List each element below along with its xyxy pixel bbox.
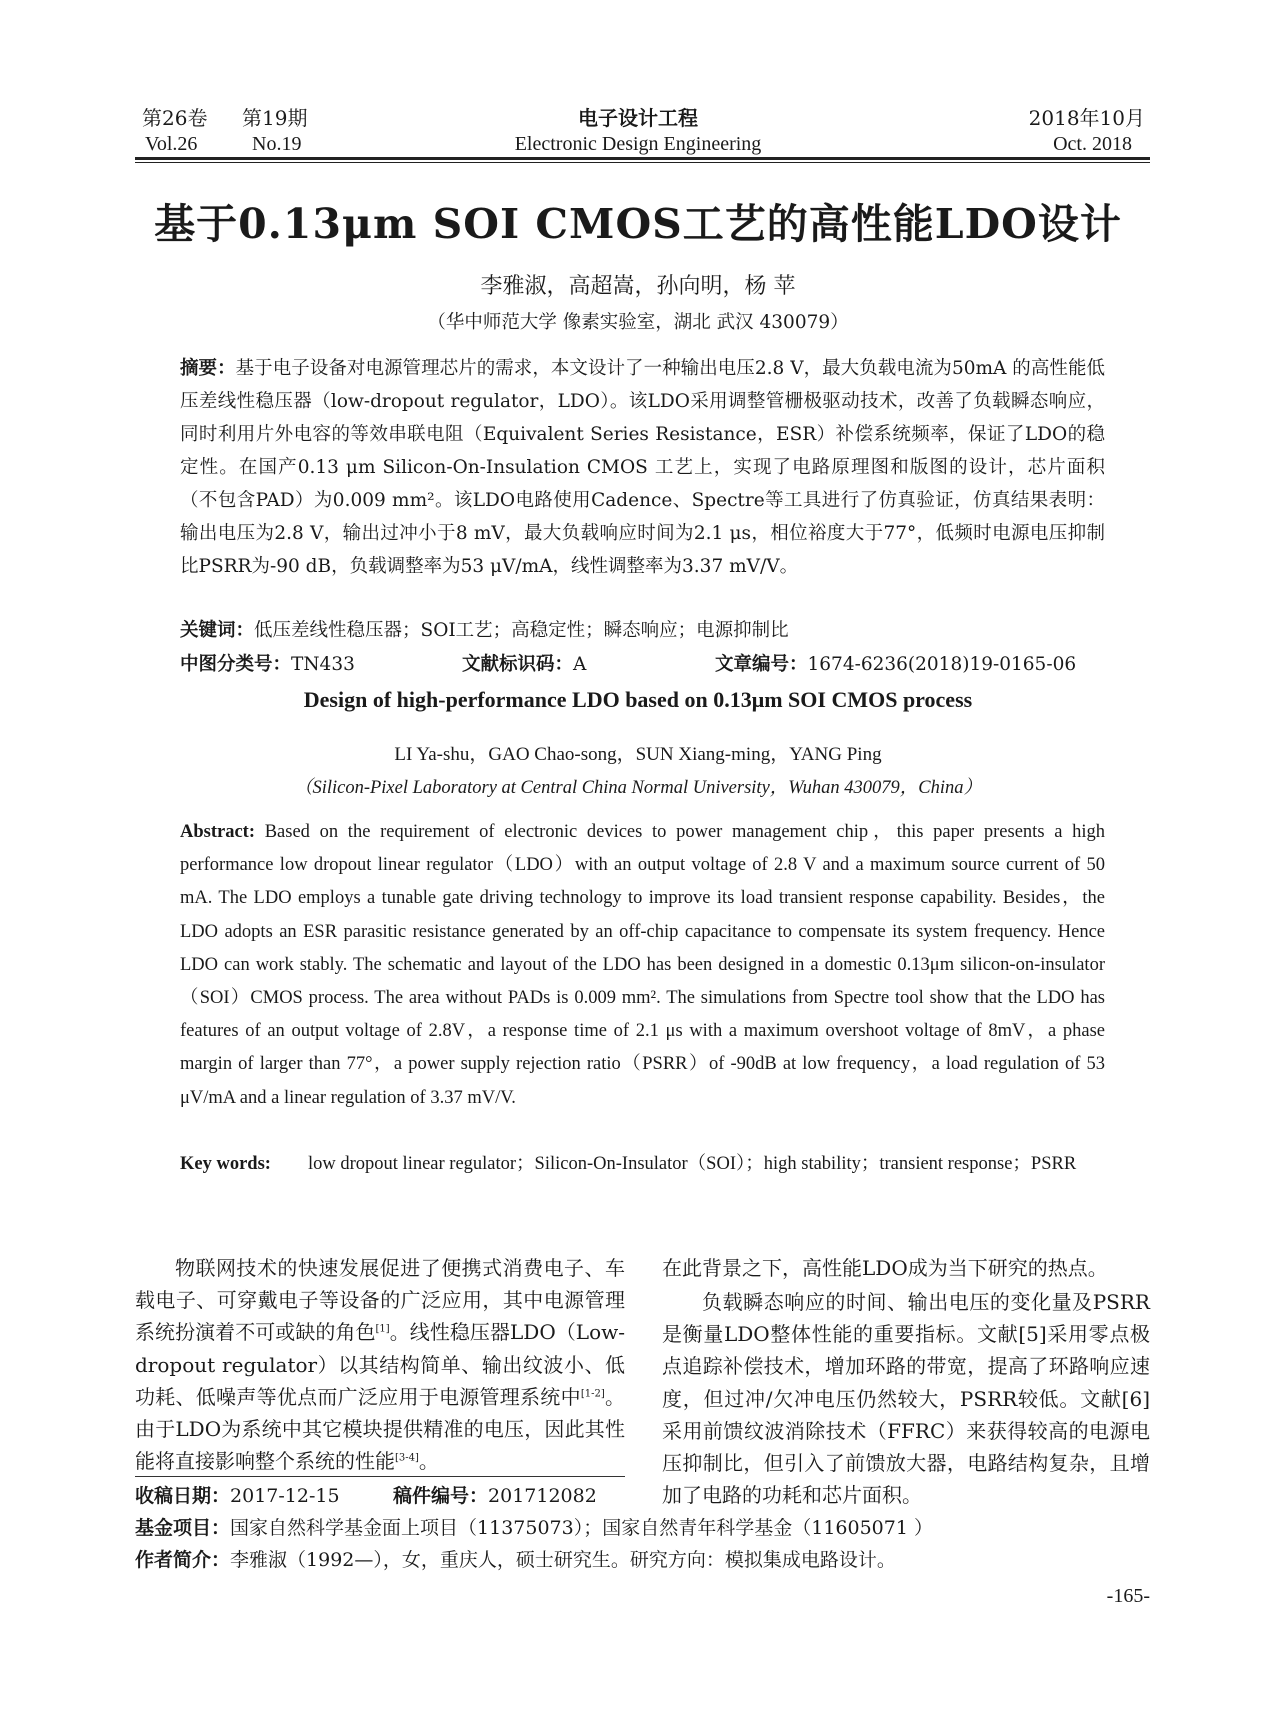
- bio-value: 李雅淑（1992—），女，重庆人，硕士研究生。研究方向：模拟集成电路设计。: [230, 1549, 896, 1571]
- page-number: -165-: [1106, 1585, 1150, 1607]
- body-right-paragraph-1: 在此背景之下，高性能LDO成为当下研究的热点。: [662, 1256, 1108, 1280]
- received-value: 2017-12-15: [230, 1485, 340, 1507]
- header-issue-en: No.19: [252, 133, 302, 155]
- body-left-paragraph: [135, 1252, 625, 1477]
- keywords-cn-text: 低压差线性稳压器；SOI工艺；高稳定性；瞬态响应；电源抑制比: [254, 620, 789, 641]
- abstract-en-text: Based on the requirement of electronic devices to power management chip，this paper presents a high performance low dropout linear regulator（LDO）with an output voltage of 2.8 V and a maximum source current of 50 mA. The LDO employs a tunable gate driving technology to improve its load transient response capability. Besides，the LDO adopts an ESR parasitic resistance generated by an off-chip capacitance to compensate its system frequency. Hence LDO can work stably. The schematic and layout of the LDO has been designed in a domestic 0.13μm silicon-on-insulator（SOI）CMOS process. The area without PADs is 0.009 mm². The simulations from Spectre tool show that the LDO has features of an output voltage of 2.8V，a response time of 2.1 μs with a maximum overshoot voltage of 8mV，a phase margin of larger than 77°，a power supply rejection ratio（PSRR）of -90dB at low frequency，a load regulation of 53 μV/mA and a linear regulation of 3.37 mV/V.: [180, 822, 1106, 1108]
- header-date-en: Oct. 2018: [1053, 133, 1132, 155]
- body-right-paragraph-2: 负载瞬态响应的时间、输出电压的变化量及PSRR是衡量LDO整体性能的重要指标。文献[5]采用零点极点追踪补偿技术，增加环路的带宽，提高了环路响应速度，但过冲/欠冲电压仍然较大，PSRR较低。文献[6]采用前馈纹波消除技术（FFRC）来获得较高的电源电压抑制比，但引入了前馈放大器，电路结构复杂，且增加了电路的功耗和芯片面积。: [662, 1290, 1150, 1508]
- keywords-cn: [180, 614, 1105, 647]
- fund-value: 国家自然科学基金面上项目（11375073）；国家自然青年科学基金（11605071 ）: [230, 1517, 933, 1539]
- affiliation-en: （Silicon-Pixel Laboratory at Central China Normal University，Wuhan 430079，China）: [293, 778, 983, 798]
- received-label: 收稿日期：: [135, 1485, 231, 1507]
- footnote-rule: [135, 1476, 625, 1477]
- keywords-en-label: Key words:: [180, 1154, 271, 1174]
- header-volume-en: Vol.26: [145, 133, 198, 155]
- abstract-en: [180, 816, 1105, 1115]
- citation-3-4: [3-4]: [395, 1452, 419, 1464]
- bio-label: 作者简介：: [135, 1549, 231, 1571]
- paper-title: 基于0.13μm SOI CMOS工艺的高性能LDO设计: [154, 200, 1122, 248]
- header-rule-thick: [135, 157, 1150, 160]
- keywords-en: [180, 1148, 1105, 1181]
- fund-label: 基金项目：: [135, 1517, 231, 1539]
- clc-label: 中图分类号：: [180, 654, 292, 675]
- article-number-value: 1674-6236(2018)19-0165-06: [807, 654, 1077, 675]
- received-line: [135, 1481, 625, 1511]
- header-issue-cn: 第19期: [242, 106, 308, 130]
- authors: 李雅淑，高超嵩，孙向明，杨 苹: [480, 274, 796, 299]
- abstract-cn: [180, 352, 1105, 583]
- header-rule-thin: [135, 162, 1150, 163]
- abstract-en-label: Abstract:: [180, 822, 256, 842]
- header-date-cn: 2018年10月: [1028, 106, 1145, 130]
- body-left-text-c: 。由于LDO为系统中其它模块提供精准的电压，因此其性能将直接影响整个系统的性能: [135, 1384, 626, 1474]
- doc-code-label: 文献标识码：: [462, 654, 574, 675]
- citation-1-2: [1-2]: [580, 1388, 605, 1400]
- authors-en: LI Ya-shu，GAO Chao-song，SUN Xiang-ming，YANG Ping: [394, 744, 882, 765]
- keywords-cn-label: 关键词：: [180, 620, 255, 641]
- header-journal-en: Electronic Design Engineering: [514, 133, 762, 155]
- keywords-en-text: low dropout linear regulator；Silicon-On-Insulator（SOI）；high stability；transient response；PSRR: [308, 1154, 1077, 1174]
- abstract-cn-text: 基于电子设备对电源管理芯片的需求，本文设计了一种输出电压2.8 V，最大负载电流为50mA 的高性能低压差线性稳压器（low-dropout regulator，LDO）。该LDO采用调整管栅极驱动技术，改善了负载瞬态响应，同时利用片外电容的等效串联电阻（Equivalent Series Resistance，ESR）补偿系统频率，保证了LDO的稳定性。在国产0.13 μm Silicon-On-Insulation CMOS 工艺上，实现了电路原理图和版图的设计，芯片面积（不包含PAD）为0.009 mm²。该LDO电路使用Cadence、Spectre等工具进行了仿真验证，仿真结果表明：输出电压为2.8 V，输出过冲小于8 mV，最大负载响应时间为2.1 μs，相位裕度大于77°，低频时电源电压抑制比PSRR为-90 dB，负载调整率为53 μV/mA，线性调整率为3.37 mV/V。: [180, 358, 1105, 577]
- body-left-text-d: 。: [418, 1449, 439, 1474]
- fund-line: [135, 1513, 1150, 1543]
- paper-title-en: Design of high-performance LDO based on 0.13μm SOI CMOS process: [303, 687, 973, 712]
- article-number-label: 文章编号：: [715, 654, 808, 675]
- manuscript-label: 稿件编号：: [393, 1485, 489, 1507]
- clc-value: TN433: [291, 654, 355, 675]
- header-volume-cn: 第26卷: [142, 106, 208, 130]
- bio-line: [135, 1545, 1150, 1575]
- abstract-cn-label: 摘要：: [180, 358, 236, 379]
- affiliation: （华中师范大学 像素实验室，湖北 武汉 430079）: [427, 312, 849, 333]
- body-left-text-a: 物联网技术的快速发展促进了便携式消费电子、车载电子、可穿戴电子等设备的广泛应用，其中电源管理系统扮演着不可或缺的角色: [135, 1256, 625, 1345]
- citation-1: [1]: [375, 1323, 390, 1335]
- manuscript-value: 201712082: [488, 1485, 597, 1507]
- body-left-text-b: 。线性稳压器LDO（Low-dropout regulator）以其结构简单、输出纹波小、低功耗、低噪声等优点而广泛应用于电源管理系统中: [135, 1320, 626, 1409]
- header-journal-cn: 电子设计工程: [578, 106, 698, 130]
- doc-code-value: A: [573, 654, 587, 675]
